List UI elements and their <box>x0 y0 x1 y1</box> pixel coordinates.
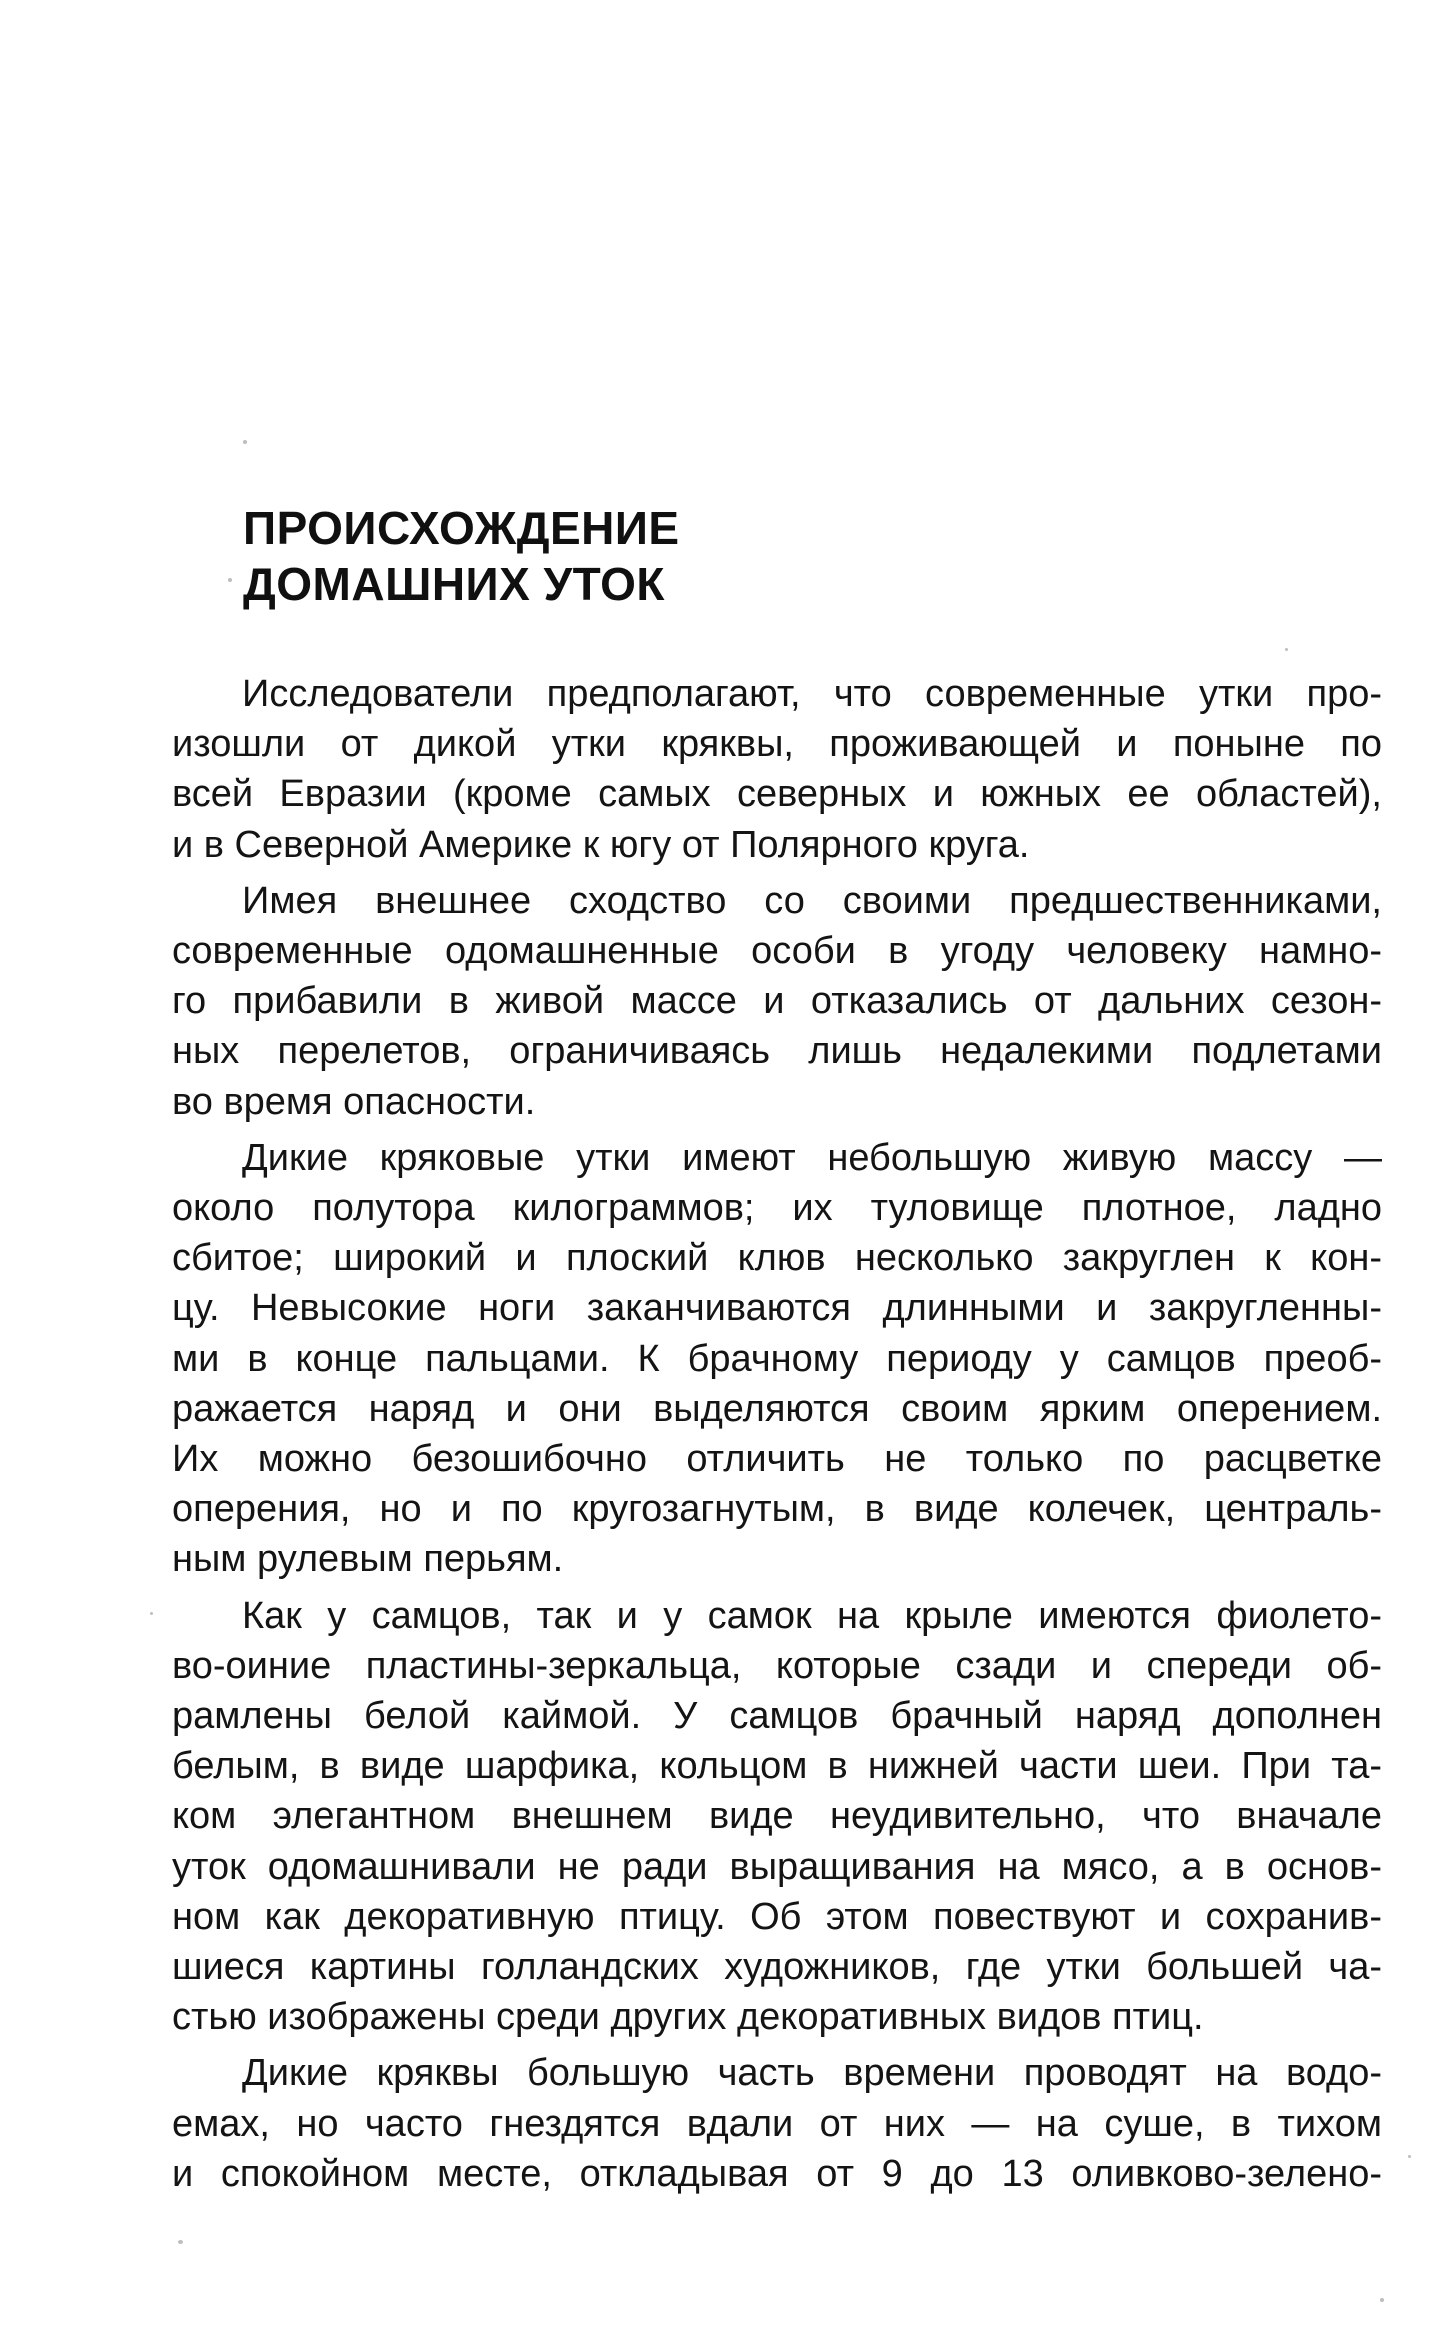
text-line: шиеся картины голландских художников, где утки большей ча- <box>172 1946 1382 1989</box>
text-line: Имея внешнее сходство со своими предшественниками, <box>242 879 1382 922</box>
text-line: и спокойном месте, откладывая от 9 до 13 оливково-зелено- <box>172 2152 1382 2195</box>
text-line: уток одомашнивали не ради выращивания на мясо, а в основ- <box>172 1845 1382 1888</box>
paragraph <box>172 1133 1382 1585</box>
text-line: Исследователи предполагают, что современные утки про- <box>242 673 1382 715</box>
text-line: во-оиние пластины-зеркальца, которые сзади и спереди об- <box>172 1644 1382 1687</box>
text-line: стью изображены среди других декоративных видов птиц. <box>172 1996 1204 2039</box>
text-line: белым, в виде шарфика, кольцом в нижней части шеи. При та- <box>172 1745 1382 1788</box>
text-line: ком элегантном внешнем виде неудивительно, что вначале <box>172 1795 1382 1838</box>
scan-speck <box>1408 2155 1411 2158</box>
text-line: ми в конце пальцами. К брачному периоду у самцов преоб- <box>172 1337 1382 1380</box>
chapter-heading-line-1: ПРОИСХОЖДЕНИЕ <box>243 502 680 554</box>
scan-speck <box>1380 2298 1384 2302</box>
chapter-heading-line-2: ДОМАШНИХ УТОК <box>243 558 665 610</box>
text-line: Как у самцов, так и у самок на крыле имеются фиолето- <box>242 1594 1382 1637</box>
text-line: всей Евразии (кроме самых северных и южных ее областей), <box>172 773 1382 816</box>
scan-speck <box>150 1612 153 1615</box>
text-line: во время опасности. <box>172 1080 536 1123</box>
text-line: современные одомашненные особи в угоду человеку намно- <box>172 930 1382 973</box>
text-line: ном как декоративную птицу. Об этом повествуют и сохранив- <box>172 1895 1382 1938</box>
text-line: Их можно безошибочно отличить не только по расцветке <box>172 1438 1382 1481</box>
text-line: изошли от дикой утки кряквы, проживающей и поныне по <box>172 723 1382 766</box>
paragraph <box>172 2048 1382 2199</box>
text-line: сбитое; широкий и плоский клюв несколько закруглен к кон- <box>172 1237 1382 1280</box>
chapter-heading <box>243 500 1143 612</box>
text-line: ражается наряд и они выделяются своим ярким оперением. <box>172 1387 1382 1430</box>
text-line: емах, но часто гнездятся вдали от них — на суше, в тихом <box>172 2102 1382 2145</box>
text-line: и в Северной Америке к югу от Полярного круга. <box>172 823 1030 866</box>
text-line: ным рулевым перьям. <box>172 1538 564 1581</box>
text-line: Дикие кряквы большую часть времени проводят на водо- <box>242 2052 1382 2095</box>
text-line: рамлены белой каймой. У самцов брачный наряд дополнен <box>172 1695 1382 1738</box>
text-line: Дикие кряковые утки имеют небольшую живую массу — <box>242 1136 1382 1179</box>
text-line: около полутора килограммов; их туловище плотное, ладно <box>172 1187 1382 1230</box>
scan-speck <box>243 440 247 444</box>
text-line: го прибавили в живой массе и отказались от дальних сезон- <box>172 980 1382 1023</box>
body-text <box>172 669 1382 2205</box>
paragraph <box>172 876 1382 1127</box>
scan-speck <box>178 2240 183 2244</box>
paragraph <box>172 669 1382 870</box>
text-line: цу. Невысокие ноги заканчиваются длинными и закругленны- <box>172 1287 1382 1330</box>
scan-speck <box>228 578 232 582</box>
text-line: ных перелетов, ограничиваясь лишь недалекими подлетами <box>172 1030 1382 1073</box>
text-line: оперения, но и по кругозагнутым, в виде колечек, централь- <box>172 1488 1382 1531</box>
scan-speck <box>1285 648 1288 651</box>
paragraph <box>172 1591 1382 2043</box>
